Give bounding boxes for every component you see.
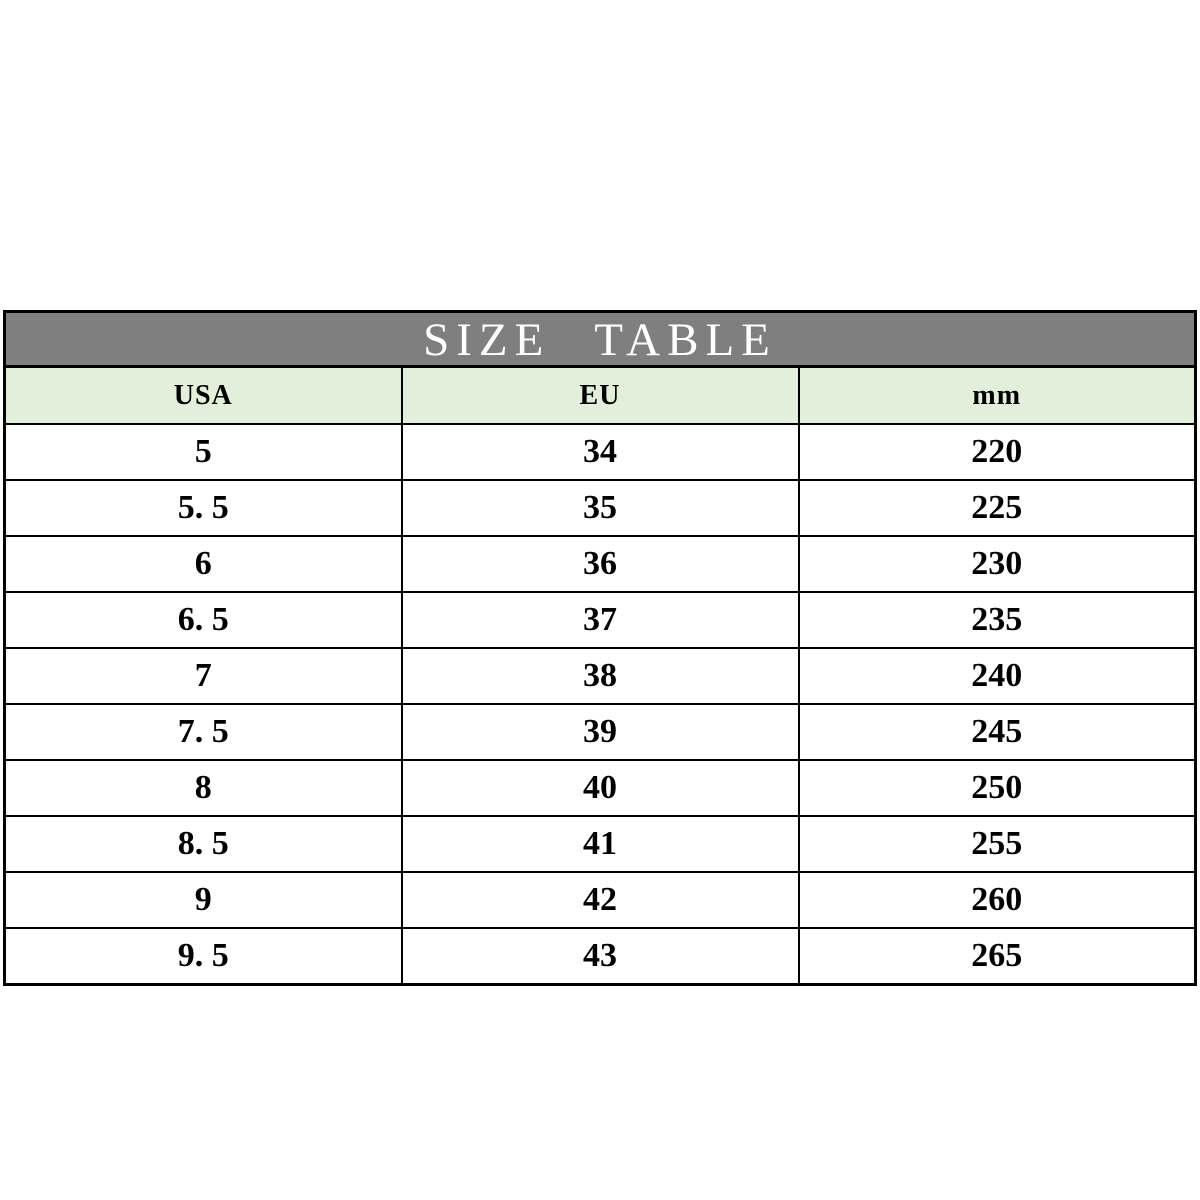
size-cell: 36 xyxy=(402,536,799,592)
size-cell: 9. 5 xyxy=(5,928,402,985)
table-row xyxy=(5,704,1196,760)
size-cell: 230 xyxy=(799,536,1196,592)
size-cell: 34 xyxy=(402,424,799,480)
column-header-mm: mm xyxy=(799,368,1196,424)
table-row xyxy=(5,424,1196,480)
table-row xyxy=(5,816,1196,872)
size-cell: 8. 5 xyxy=(5,816,402,872)
size-cell: 265 xyxy=(799,928,1196,985)
size-cell: 260 xyxy=(799,872,1196,928)
size-cell: 5. 5 xyxy=(5,480,402,536)
size-chart xyxy=(3,310,1197,986)
table-row xyxy=(5,536,1196,592)
size-cell: 40 xyxy=(402,760,799,816)
size-cell: 225 xyxy=(799,480,1196,536)
size-cell: 6 xyxy=(5,536,402,592)
size-table xyxy=(3,368,1197,986)
column-header-usa: USA xyxy=(5,368,402,424)
size-cell: 250 xyxy=(799,760,1196,816)
column-header-eu: EU xyxy=(402,368,799,424)
size-cell: 35 xyxy=(402,480,799,536)
size-cell: 7 xyxy=(5,648,402,704)
size-table-title: SIZE TABLE xyxy=(3,310,1197,368)
size-cell: 240 xyxy=(799,648,1196,704)
size-cell: 43 xyxy=(402,928,799,985)
size-cell: 38 xyxy=(402,648,799,704)
size-table-header-row xyxy=(5,368,1196,424)
size-cell: 39 xyxy=(402,704,799,760)
table-row xyxy=(5,928,1196,985)
table-row xyxy=(5,872,1196,928)
table-row xyxy=(5,480,1196,536)
size-cell: 255 xyxy=(799,816,1196,872)
size-cell: 5 xyxy=(5,424,402,480)
table-row xyxy=(5,592,1196,648)
size-cell: 41 xyxy=(402,816,799,872)
size-cell: 8 xyxy=(5,760,402,816)
table-row xyxy=(5,648,1196,704)
size-cell: 42 xyxy=(402,872,799,928)
size-cell: 9 xyxy=(5,872,402,928)
size-cell: 235 xyxy=(799,592,1196,648)
size-table-body xyxy=(5,424,1196,985)
size-cell: 245 xyxy=(799,704,1196,760)
size-cell: 6. 5 xyxy=(5,592,402,648)
table-row xyxy=(5,760,1196,816)
size-cell: 37 xyxy=(402,592,799,648)
size-cell: 220 xyxy=(799,424,1196,480)
size-cell: 7. 5 xyxy=(5,704,402,760)
